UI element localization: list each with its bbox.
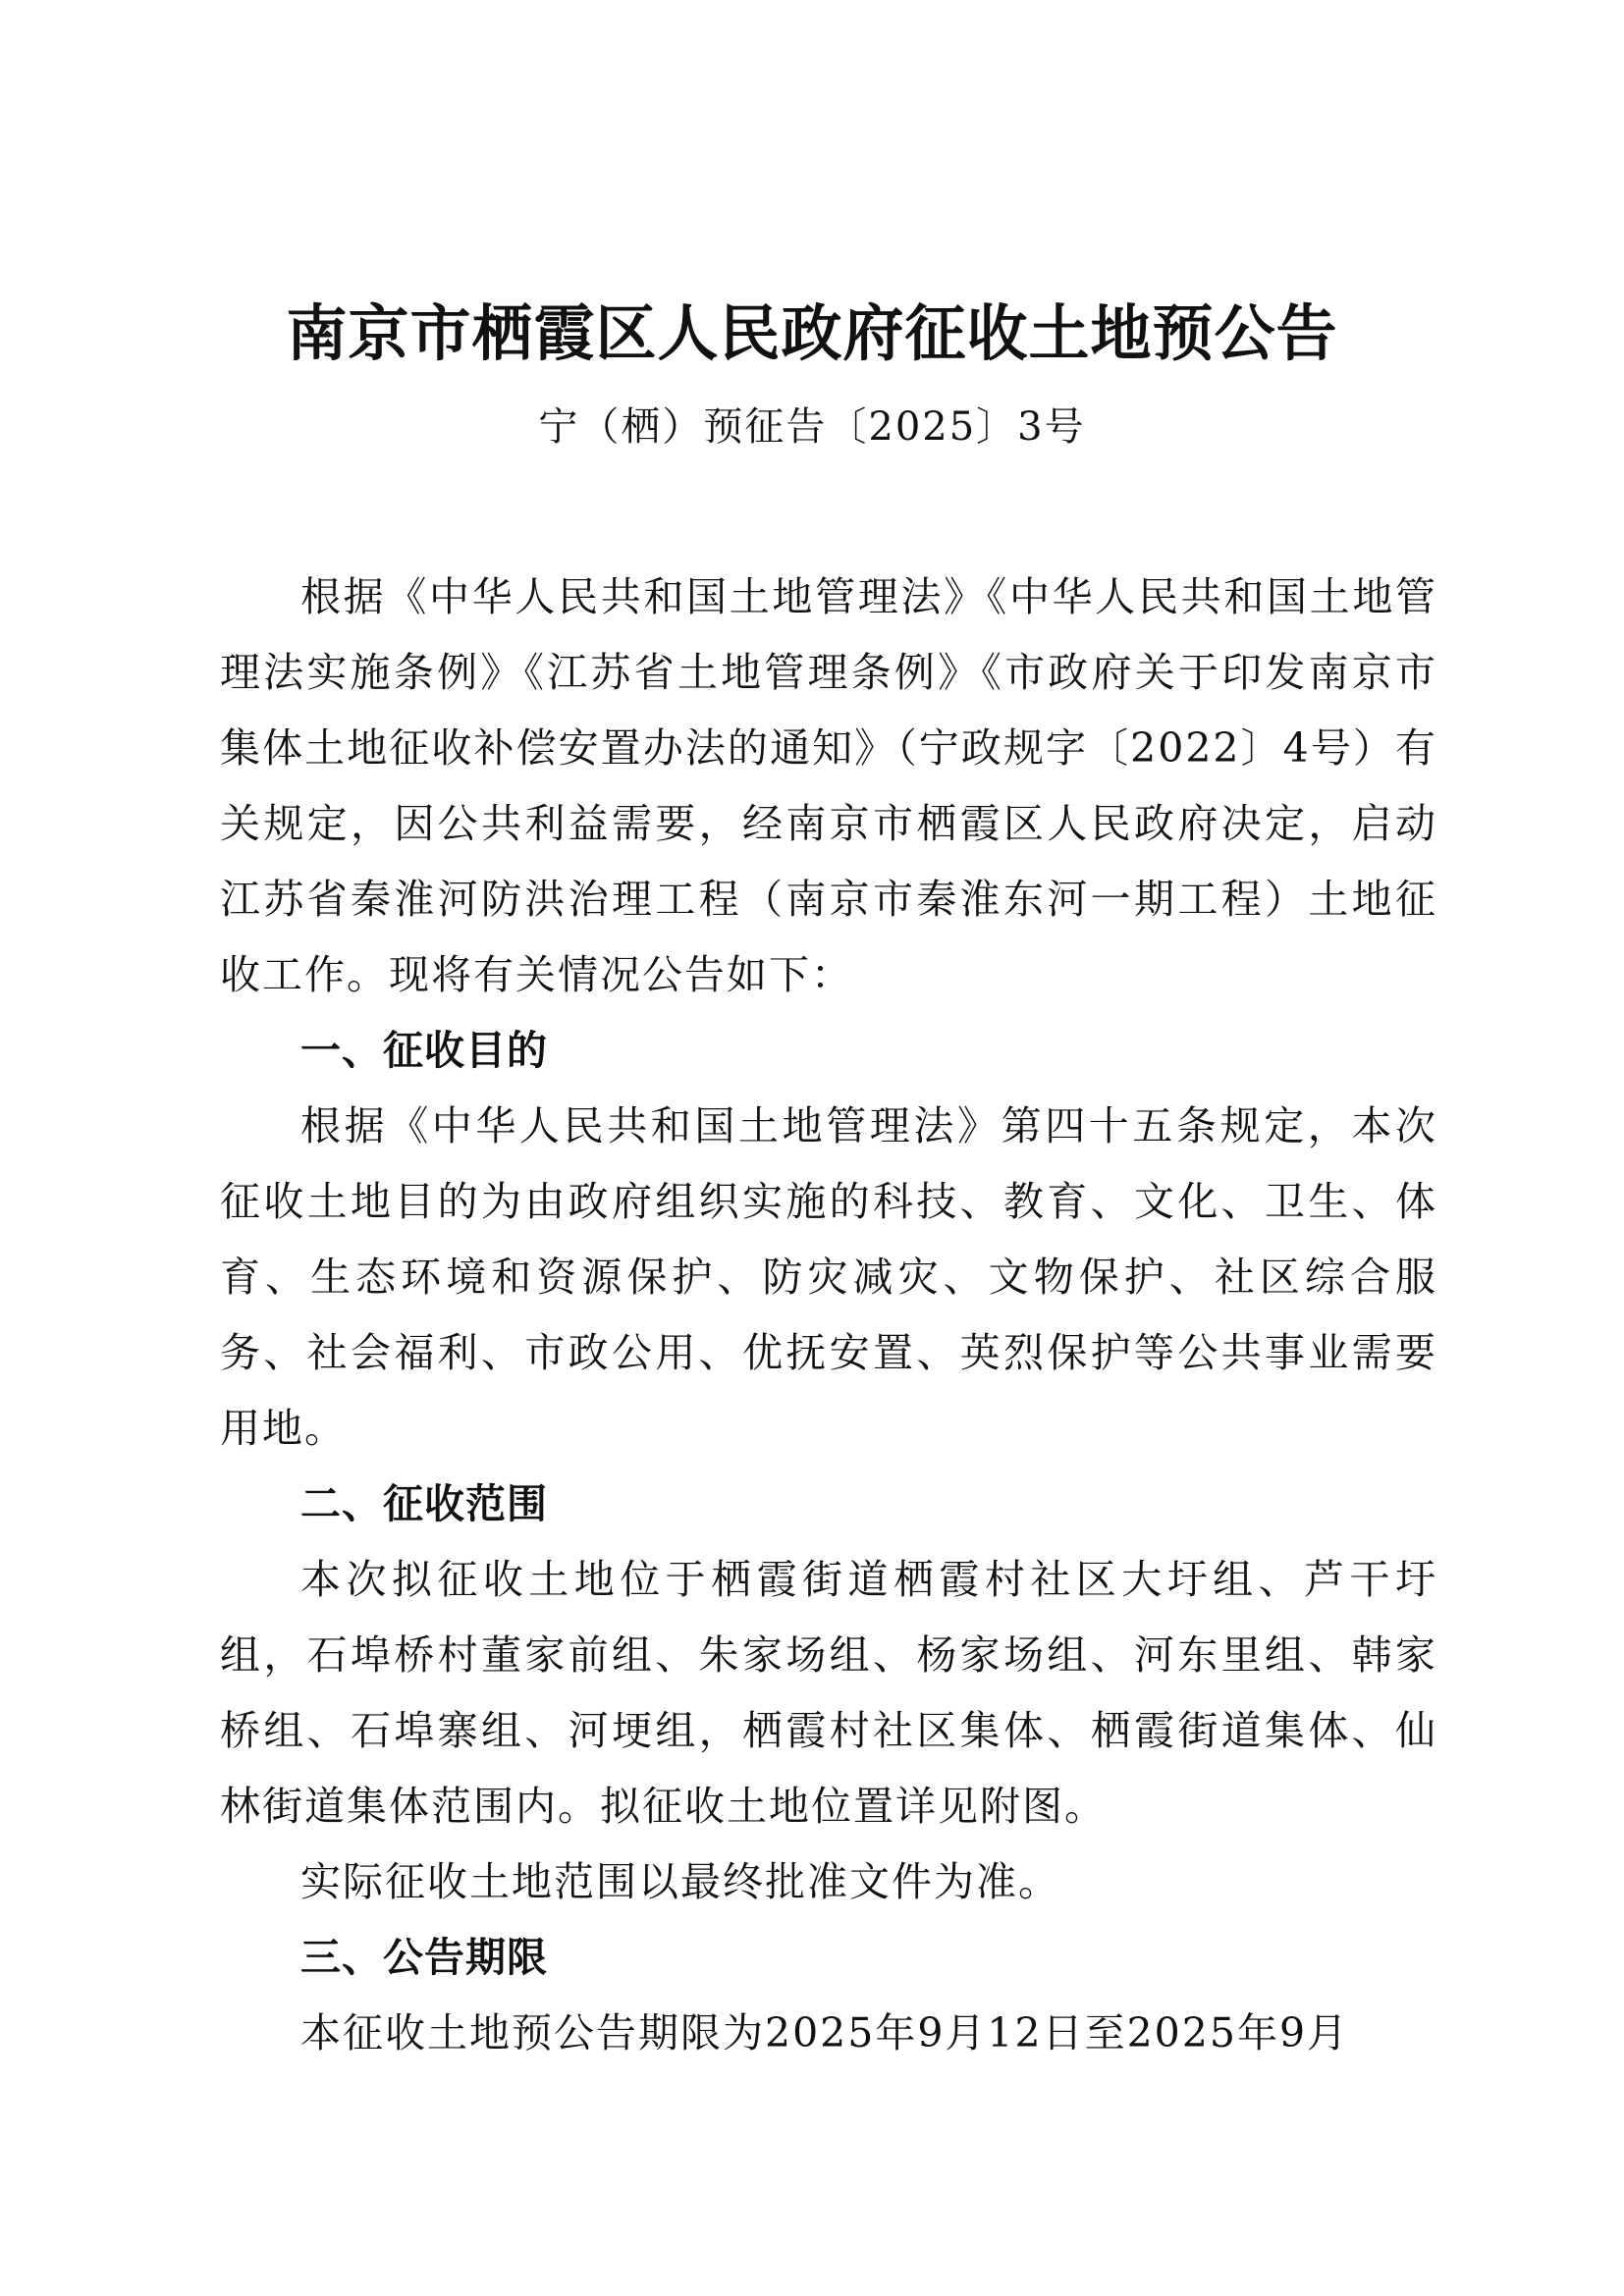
intro-paragraph: 根据《中华人民共和国土地管理法》《中华人民共和国土地管理法实施条例》《江苏省土地管理条例》《市政府关于印发南京市集体土地征收补偿安置办法的通知》（宁政规字〔2022〕4号）有关规定，因公共利益需要，经南京市栖霞区人民政府决定，启动江苏省秦淮河防洪治理工程（南京市秦淮东河一期工程）土地征收工作。现将有关情况公告如下： — [220, 573, 1437, 998]
section-heading-purpose: 一、征收目的 — [300, 1027, 548, 1074]
section-paragraph-period: 本征收土地预公告期限为2025年9月12日至2025年9月 — [300, 2009, 1350, 2056]
section-paragraph-scope-note: 实际征收土地范围以最终批准文件为准。 — [300, 1858, 1060, 1905]
section-heading-period: 三、公告期限 — [300, 1934, 548, 1981]
section-paragraph-scope: 本次拟征收土地位于栖霞街道栖霞村社区大圩组、芦干圩组，石埠桥村董家前组、朱家场组、杨家场组、河东里组、韩家桥组、石埠寨组、河埂组，栖霞村社区集体、栖霞街道集体、仙林街道集体范围内。拟征收土地位置详见附图。 — [220, 1556, 1437, 1830]
document-number: 宁（栖）预征告〔2025〕3号 — [538, 404, 1086, 450]
section-heading-scope: 二、征收范围 — [300, 1480, 548, 1527]
document-title: 南京市栖霞区人民政府征收土地预公告 — [286, 297, 1338, 369]
document-body — [220, 560, 1437, 2071]
section-paragraph-purpose: 根据《中华人民共和国土地管理法》第四十五条规定，本次征收土地目的为由政府组织实施的科技、教育、文化、卫生、体育、生态环境和资源保护、防灾减灾、文物保护、社区综合服务、社会福利、市政公用、优抚安置、英烈保护等公共事业需要用地。 — [220, 1102, 1437, 1452]
